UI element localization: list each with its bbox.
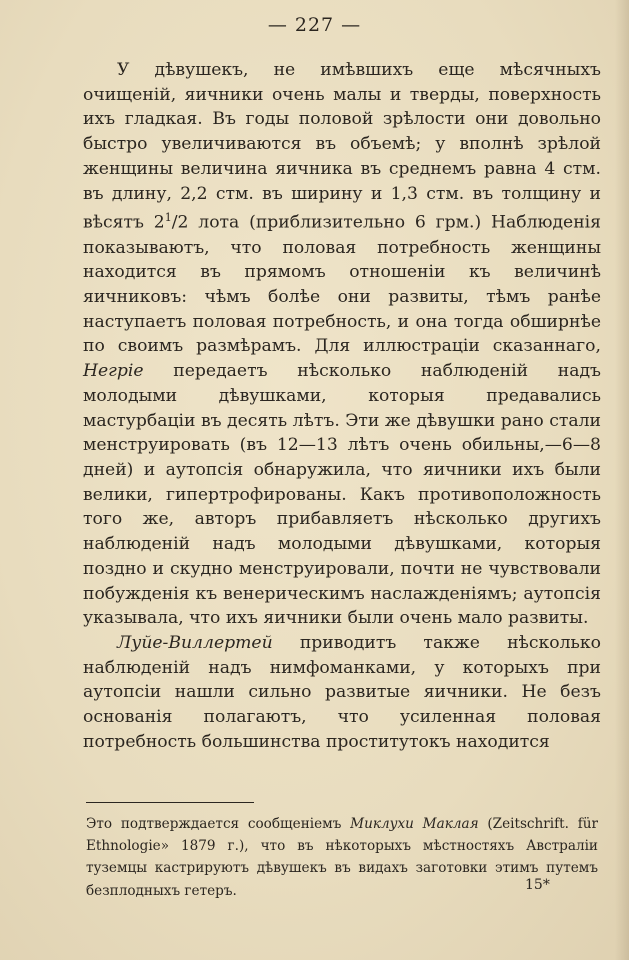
main-text — [83, 58, 601, 754]
author-name-luye: Луйе-Виллертей — [117, 632, 273, 653]
fraction-denominator: /2 — [171, 212, 189, 233]
paragraph-1-text-c: передаетъ нѣсколько наблюденій надъ молодыми дѣвушками, которыя предавались мастурбаціи въ десять лѣтъ. Эти же дѣвушки рано стали менструировать (въ 12—13 лѣтъ очень обильны,—6—8 дней) и аутопсія обнаружила, что яичники ихъ были велики, гипертрофированы. Какъ противоположность того же, авторъ прибавляетъ нѣсколько другихъ наблюденій надъ молодыми дѣвушками, которыя поздно и скудно менструировали, почти не чувствовали побужденія къ венерическимъ наслажденіямъ; аутопсія указывала, что ихъ яичники были очень мало развиты. — [83, 361, 601, 629]
fraction-numerator: 1 — [164, 211, 172, 225]
footnote-text-a: Это подтверждается сообщеніемъ — [86, 816, 351, 832]
footnote-author-name: Миклухи Маклая — [350, 816, 479, 832]
paragraph-2 — [83, 631, 601, 755]
footnote — [86, 813, 598, 902]
paragraph-2-text: приводитъ также нѣсколько наблюденій надъ нимфоманками, у которыхъ при аутопсіи нашли сильно развитые яичники. Не безъ основанія полагаютъ, что усиленная половая потребность большинства проститутокъ находится — [83, 632, 601, 752]
paragraph-1-text-b: лота (приблизительно 6 грм.) Наблюденія показываютъ, что половая потребность женщины находится въ прямомъ отношеніи къ величинѣ яичниковъ: чѣмъ болѣе они развиты, тѣмъ ранѣе наступаетъ половая потребность, и она тогда обширнѣе по своимъ размѣрамъ. Для иллюстраціи сказаннаго, — [83, 212, 602, 357]
paragraph-1-text-a: У дѣвушекъ, не имѣвшихъ еще мѣсячныхъ очищеній, яичники очень малы и тверды, поверхность ихъ гладкая. Въ годы половой зрѣлости они довольно быстро увеличиваются въ объемѣ; у вполнѣ зрѣлой женщины величина яичника въ среднемъ равна 4 стм. въ длину, 2,2 стм. въ ширину и 1,3 стм. въ толщину и вѣсятъ 2 — [83, 60, 601, 233]
footnote-text-b: (Zeitschrift. für Ethnologie» 1879 г.), что въ нѣкоторыхъ мѣстностяхъ Австраліи туземцы кастрируютъ дѣвушекъ въ видахъ заготовки этимъ путемъ безплодныхъ гетеръ. — [86, 816, 598, 899]
author-name-hegrie: Hегріе — [83, 361, 144, 382]
paragraph-1 — [83, 58, 601, 631]
printer-signature-mark: 15* — [525, 877, 550, 893]
footnote-rule — [86, 802, 254, 803]
page-number: — 227 — — [267, 14, 362, 36]
